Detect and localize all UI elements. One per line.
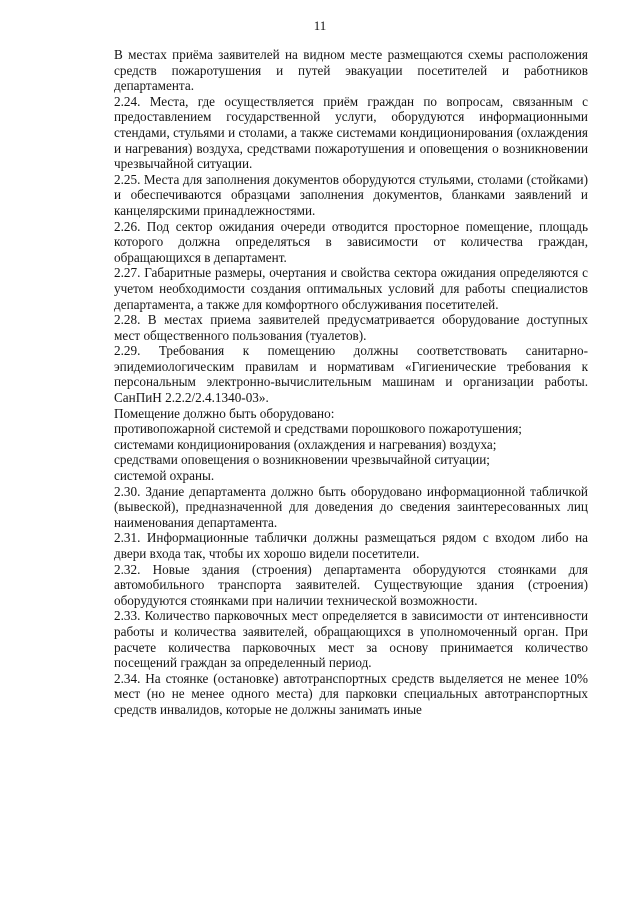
paragraph-2-29: 2.29. Требования к помещению должны соответствовать санитарно-эпидемиологическим правилам и нормативам «Гигиенические требования к персональным электронно-вычислительным машинам и организации работы. СанПиН 2.2.2/2.4.1340-03». (114, 343, 588, 406)
paragraph-2-26: 2.26. Под сектор ожидания очереди отводится просторное помещение, площадь которого должна определяться в зависимости от количества граждан, обращающихся в департамент. (114, 218, 588, 265)
paragraph-2-31: 2.31. Информационные таблички должны размещаться рядом с входом либо на двери входа так, чтобы их хорошо видели посетители. (114, 530, 588, 561)
paragraph-2-24: 2.24. Места, где осуществляется приём граждан по вопросам, связанным с предоставлением государственной услуги, оборудуются информационными стендами, стульями и столами, а также системами кондиционирования (охлаждения и нагревания) воздуха, средствами пожаротушения и оповещения о возникновении чрезвычайной ситуации. (114, 93, 588, 172)
equipment-list-item: противопожарной системой и средствами порошкового пожаротушения; (114, 421, 522, 437)
paragraph-2-32: 2.32. Новые здания (строения) департамента оборудуются стоянками для автомобильного транспорта заявителей. Существующие здания (строения) оборудуются стоянками при наличии технической возможности. (114, 561, 588, 608)
equipment-list-intro: Помещение должно быть оборудовано: (114, 405, 335, 421)
paragraph-2-30: 2.30. Здание департамента должно быть оборудовано информационной табличкой (вывеской), предназначенной для доведения до сведения заинтересованных лиц наименования департамента. (114, 483, 588, 530)
page-number: 11 (313, 18, 327, 33)
document-body (114, 47, 588, 718)
paragraph-2-27: 2.27. Габаритные размеры, очертания и свойства сектора ожидания определяются с учетом необходимости создания оптимальных условий для работы специалистов департамента, а также для комфортного обслуживания посетителей. (114, 265, 588, 312)
equipment-list-item: системой охраны. (114, 468, 215, 484)
paragraph-2-25: 2.25. Места для заполнения документов оборудуются стульями, столами (стойками) и обеспечиваются образцами заполнения документов, бланками заявлений и канцелярскими принадлежностями. (114, 171, 588, 218)
equipment-list-item: системами кондиционирования (охлаждения и нагревания) воздуха; (114, 436, 497, 452)
paragraph-evacuation-schemes: В местах приёма заявителей на видном месте размещаются схемы расположения средств пожаротушения и путей эвакуации посетителей и работников департамента. (114, 47, 588, 94)
paragraph-2-34: 2.34. На стоянке (остановке) автотранспортных средств выделяется не менее 10% мест (но не менее одного места) для парковки специальных автотранспортных средств инвалидов, которые не должны занимать иные (114, 670, 588, 717)
paragraph-2-28: 2.28. В местах приема заявителей предусматривается оборудование доступных мест общественного пользования (туалетов). (114, 312, 588, 343)
equipment-list-item: средствами оповещения о возникновении чрезвычайной ситуации; (114, 452, 490, 468)
paragraph-2-33: 2.33. Количество парковочных мест определяется в зависимости от интенсивности работы и количества заявителей, обращающихся в уполномоченный орган. При расчете количества парковочных мест за основу принимается количество посещений граждан за определенный период. (114, 608, 588, 671)
